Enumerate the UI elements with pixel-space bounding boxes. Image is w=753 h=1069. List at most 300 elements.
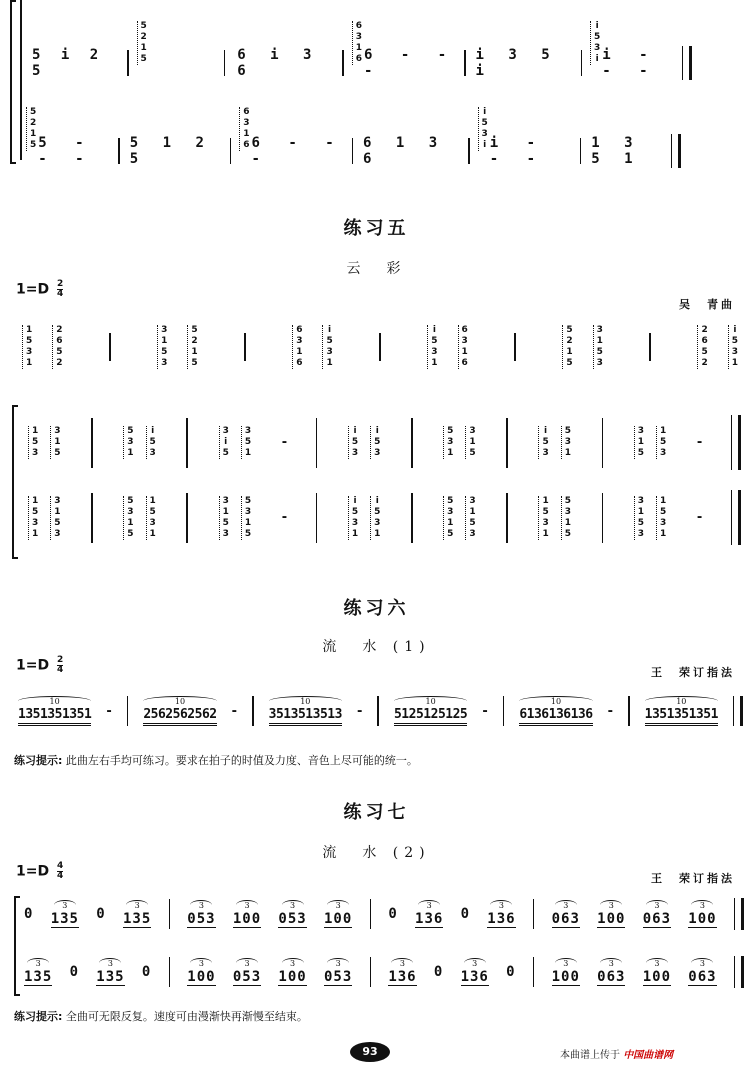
measure: 5 i 2 5 [32,47,105,79]
ex6-title: 练习六 [343,598,410,619]
chord-note: i [733,325,737,335]
chord-note: 3 [637,426,644,436]
chord-note: 5 [447,528,454,539]
measure: i - - - [489,135,546,167]
time-bottom: 4 [56,665,64,675]
chord-note: 1 [54,437,61,447]
note: 100 [187,969,216,985]
measure [441,496,478,540]
chord-note: 6 [355,21,363,31]
chord [697,325,707,369]
chord-note: 5 [149,506,156,517]
chord [443,496,453,540]
final-barline [671,134,681,168]
chord-note: 5 [56,347,63,357]
chord-note: 1 [127,448,134,458]
chord-note: 5 [637,517,644,528]
triplet [688,958,716,986]
chord-note: 1 [659,528,667,539]
measure [346,426,383,459]
time-signature [57,280,63,299]
rest-dash: - [231,703,238,719]
ex5-system-brace [12,405,18,559]
triplet-number: 3 [600,958,622,968]
triplet-number: 3 [190,958,212,968]
barline [169,957,171,987]
chord-note: 6 [461,325,468,335]
chord [292,325,302,369]
note: 063 [551,911,580,927]
chord-note: 3 [26,347,33,357]
note: 0 [141,964,152,980]
chord-note: 3 [596,358,603,368]
chord-note: 5 [566,358,573,368]
rest-dash: - [696,435,703,450]
chord-note: 5 [54,448,61,458]
chord-note: 5 [659,506,667,517]
chord-note: 3 [469,495,476,506]
chord [590,21,600,65]
chord [370,496,380,540]
chord-note: i [432,325,436,335]
ex5-composer: 吴 青曲 [679,298,735,311]
measure [441,426,478,459]
triplet [96,958,124,986]
rest [96,906,105,922]
chord-note: 1 [659,495,667,506]
note: 053 [323,969,353,985]
chord-note: 5 [637,448,644,458]
chord-note: 5 [326,336,333,346]
rest-dash: - [607,703,614,719]
chord-note: 1 [564,517,571,528]
note: 135 [96,969,125,985]
barline [411,418,413,468]
chord-note: 3 [244,506,252,517]
note: 100 [642,969,672,985]
note: 100 [323,911,353,927]
chord-note: 5 [542,506,549,517]
tuplet-group [519,696,592,726]
ex5-title: 练习五 [343,218,410,239]
triplet-number: 3 [391,958,413,968]
chord-note: 5 [469,448,476,458]
note: 135 [24,969,53,985]
measure: i - - - [602,47,658,79]
barline [186,418,188,468]
chord-note: 6 [701,336,708,346]
chord-note: 3 [161,358,168,368]
measure [346,496,383,540]
chord-note: 2 [191,336,198,346]
chord-note: 5 [374,506,381,517]
triplet-number: 3 [236,900,258,910]
note: 053 [232,969,262,985]
tip-label: 练习提示: [14,754,63,767]
barline [109,333,111,361]
note-group: 6136136136 [519,707,592,726]
chord [241,426,251,459]
chord-note: 3 [32,448,39,458]
chord-note: 5 [659,437,667,447]
chord-note: 5 [542,437,549,447]
chord [123,426,133,459]
time-bottom: 4 [56,289,64,299]
page-number: 93 [350,1042,390,1062]
triplet-number: 3 [418,900,440,910]
chord-note: 1 [355,43,363,53]
measure [155,325,200,369]
barline [411,493,413,543]
tuplet-group [143,696,216,726]
measure [425,325,470,369]
note: 136 [415,911,444,927]
chord-note: 1 [296,347,303,357]
triplet-number: 3 [600,900,622,910]
measure [20,325,65,369]
barline [127,50,129,76]
chord-note: i [595,21,599,31]
barline [506,493,508,543]
barline [186,493,188,543]
triplet [278,958,306,986]
key-label: 1=D [16,281,50,298]
barline [468,138,470,164]
note: 0 [460,906,471,922]
barline [316,418,318,468]
measure: 6 - - - [251,135,344,167]
ex7-system-brace [14,896,20,996]
chord-note: 3 [461,336,468,346]
note: 100 [597,911,626,927]
chord-note: i [353,495,357,506]
note-group: 5125125125 [394,707,467,726]
upload-text: 本曲谱上传于 [560,1050,620,1061]
rest-dash: - [696,510,703,525]
triplet [552,958,580,986]
measure [121,496,158,540]
chord-note: 1 [30,129,37,139]
triplet [324,958,352,986]
chord-note: 3 [481,129,488,139]
barline [127,696,129,726]
note-group: 2562562562 [143,707,216,726]
chord-note: 1 [326,358,333,368]
chord [656,426,666,459]
barline [533,957,535,987]
chord [157,325,167,369]
repeat-barline [734,898,744,930]
barline [230,138,232,164]
chord-note: 1 [26,325,33,335]
chord [239,107,249,151]
chord [50,426,60,459]
note: 053 [278,911,307,927]
triplet-number: 3 [327,958,349,968]
triplet [324,900,352,928]
chord [427,325,437,369]
chord-note: 1 [140,43,147,53]
barline [506,418,508,468]
final-barline [682,46,692,80]
chord-note: 3 [431,347,438,357]
ex5-subtitle: 云 彩 [346,261,407,277]
chord-note: i [353,426,357,436]
chord-note: 1 [54,506,61,517]
top-staff-2 [30,107,681,168]
ex6-practice-tip [14,752,418,768]
chord-note: 5 [54,517,61,528]
chord-note: 2 [701,358,708,368]
measure [26,496,63,540]
chord-note: 2 [30,118,37,128]
chord-note: 5 [30,107,37,117]
chord-note: 3 [731,347,738,357]
chord-note: 6 [296,358,303,368]
triplet [187,958,215,986]
chord-note: 1 [149,495,156,506]
measure: 6 1 3 6 [363,135,446,167]
chord-note: 1 [32,495,39,506]
chord [634,426,644,459]
measure: 5 - - - [38,135,94,167]
note: 0 [388,906,398,922]
rest-dash: - [281,435,288,450]
note: 0 [69,964,79,980]
chord-note: 5 [30,140,37,150]
time-top: 2 [56,279,64,289]
chord-note: i [483,107,487,117]
chord-note: 5 [564,495,571,506]
chord [50,496,60,540]
triplet [597,958,625,986]
key-label: 1=D [16,657,50,674]
chord-note: 3 [355,32,363,42]
tuplet-number: 10 [394,696,467,706]
chord-note: 5 [701,347,708,357]
triplet-number: 3 [464,958,486,968]
triplet [51,900,79,928]
note-group: 1351351351 [645,707,718,726]
barline [91,493,93,543]
barline [342,50,344,76]
ex7-composer: 王 荣订指法 [651,872,735,885]
barline [370,899,372,929]
tuplet-number: 10 [645,696,718,706]
triplet [415,900,443,928]
ex7-title: 练习七 [343,802,410,823]
chord-note: 5 [26,336,33,346]
time-bottom: 4 [56,871,64,881]
chord [241,496,251,540]
chord [22,325,32,369]
chord-note: 3 [149,448,156,458]
triplet [233,958,261,986]
triplet-number: 3 [126,900,148,910]
chord-note: 3 [54,426,61,436]
chord-note: 3 [447,437,454,447]
chord-note: 3 [127,437,134,447]
chord-note: 1 [222,506,229,517]
chord-note: 5 [431,336,438,346]
chord-note: 5 [127,528,134,539]
chord [52,325,62,369]
ex6-subtitle: 流 水 (1) [322,639,431,655]
rest [434,964,443,980]
chord-note: 1 [469,437,476,447]
chord [123,496,133,540]
chord-note: 5 [566,325,573,335]
barline [370,957,372,987]
chord-note: i [375,426,379,436]
note: 053 [187,911,216,927]
chord-note: 1 [447,517,454,528]
chord-note: 1 [731,358,738,368]
ex7-subtitle: 流 水 (2) [322,845,431,861]
triplet-number: 3 [236,958,258,968]
measure [26,426,63,459]
chord-note: 3 [54,495,61,506]
rest-dash: - [482,703,488,719]
barline [352,138,354,164]
chord [370,426,380,459]
note: 136 [487,911,516,927]
chord-note: 1 [461,347,468,357]
chord-note: 5 [481,118,488,128]
triplet [643,958,671,986]
rest [24,906,33,922]
chord [465,496,475,540]
chord-note: 1 [596,336,603,346]
triplet-number: 3 [27,958,49,968]
chord-note: 5 [351,506,359,517]
chord [593,325,603,369]
chord [26,107,36,151]
rest [461,906,470,922]
chord [538,426,548,459]
note-group: 3513513513 [269,707,342,726]
barline [252,696,254,726]
ex5-row-3 [26,480,741,555]
chord-note: 1 [127,517,134,528]
barline [91,418,93,468]
triplet [233,900,261,928]
chord-note: 6 [243,140,250,150]
measure [695,325,740,369]
barline [464,50,466,76]
chord-note: 1 [32,426,39,436]
chord-note: 3 [594,43,601,53]
triplet-number: 3 [99,958,121,968]
chord-note: 5 [469,517,476,528]
triplet-number: 3 [490,900,512,910]
triplet [688,900,716,928]
measure [536,426,573,459]
chord-note: 3 [447,506,454,517]
chord-note: 1 [564,448,571,458]
final-barline [731,490,741,545]
chord-note: 1 [469,506,476,517]
chord-note: 5 [161,347,168,357]
note: 0 [24,906,34,922]
barline [514,333,516,361]
barline [581,50,583,76]
barline [533,899,535,929]
chord [634,496,644,540]
triplet [24,958,52,986]
note: 0 [506,964,516,980]
triplet [187,900,215,928]
chord-note: 5 [32,506,39,517]
chord [458,325,468,369]
chord-note: 3 [32,517,39,528]
triplet [278,900,306,928]
chord-note: 5 [594,32,601,42]
chord-note: 5 [564,426,571,436]
chord-note: 3 [542,448,549,458]
chord-note: 5 [564,528,571,539]
chord-note: 3 [374,517,381,528]
chord-note: 2 [701,325,708,335]
chord-note: 3 [659,448,667,458]
repeat-barline [734,956,744,988]
chord [137,21,147,65]
chord [656,496,666,540]
tuplet-number: 10 [519,696,592,706]
barline [379,333,381,361]
chord-note: 5 [191,325,198,335]
ex5-row-1 [20,312,740,382]
chord-note: 3 [351,517,359,528]
chord-note: 3 [149,517,156,528]
rest [388,906,397,922]
ex5-key-signature [16,280,63,299]
triplet-number: 3 [691,900,713,910]
note: 063 [597,969,626,985]
tuplet-group [645,696,718,726]
chord-note: 3 [243,118,250,128]
chord-note: 3 [596,325,603,335]
rest-dash: - [281,510,288,525]
chord-note: 1 [351,528,359,539]
chord-note: 2 [566,336,573,346]
chord-note: 3 [222,426,229,436]
chord-note: 6 [56,336,63,346]
chord-note: 1 [161,336,168,346]
chord-note: i [151,426,155,436]
chord-note: 6 [296,325,303,335]
chord [28,496,38,540]
chord [322,325,332,369]
tuplet-group [269,696,342,726]
ex7-staff-2 [24,952,744,992]
final-barline [731,415,741,470]
chord-note: 3 [564,506,571,517]
triplet [487,900,515,928]
tuplet-number: 10 [269,696,342,706]
tuplet-group [18,696,91,726]
chord-note: 5 [447,495,454,506]
triplet-number: 3 [691,958,713,968]
barline [118,138,120,164]
top-system [10,0,745,170]
note: 063 [642,911,672,927]
triplet-number: 3 [327,900,349,910]
chord-note: 1 [637,437,644,447]
chord-note: 3 [296,336,303,346]
rest [506,964,515,980]
chord-note: 1 [374,528,381,539]
